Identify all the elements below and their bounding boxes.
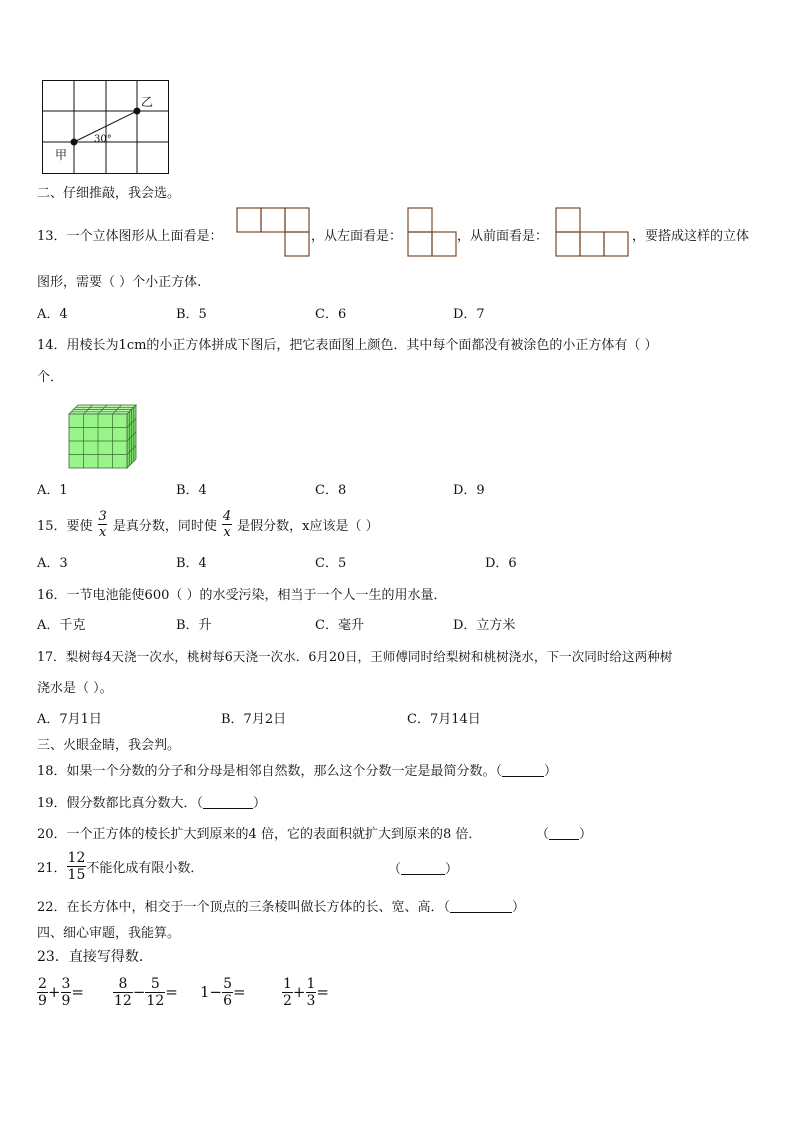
q19-answer-blank[interactable] xyxy=(203,796,253,809)
section-4-title: 四、细心审题，我能算。 xyxy=(37,926,181,941)
q16-text: 16．一节电池能使600（ ）的水受污染，相当于一个人一生的用水量． xyxy=(37,588,447,603)
left-view-figure xyxy=(407,207,457,257)
q13-option-b[interactable]: B．5 xyxy=(176,307,207,322)
q20-end: ） xyxy=(579,827,593,842)
q17-line1: 17．梨树每4天浇一次水，桃树每6天浇一次水．6月20日，王师傅同时给梨树和桃树浇水，下一次同时给这两种树 xyxy=(37,649,673,664)
q21-answer-blank[interactable] xyxy=(401,862,445,875)
e2-eq: = xyxy=(165,983,178,1001)
q23-expr-1 xyxy=(37,972,84,1012)
q15-f1-num: 3 xyxy=(98,508,107,524)
q15-f2-num: 4 xyxy=(222,508,232,524)
direction-grid-figure xyxy=(40,78,172,176)
point-jia xyxy=(71,139,78,146)
q22-text: 22．在长方体中，相交于一个顶点的三条棱叫做长方体的长、宽、高．（ xyxy=(37,900,451,915)
q21-text: 不能化成有限小数． xyxy=(86,860,204,876)
q13-prefix: 13．一个立体图形从上面看是： xyxy=(37,229,223,244)
e3-frac-b: $\frac{5}{6}$ xyxy=(223,975,233,1009)
q23-title: 23．直接写得数． xyxy=(37,949,153,965)
q20-open: （ xyxy=(536,827,550,842)
q14-line2: 个． xyxy=(37,370,64,385)
q21-f-num: 12 xyxy=(67,849,86,866)
label-yi: 乙 xyxy=(141,95,154,109)
section-2-title: 二、仔细推敲，我会选。 xyxy=(37,186,181,201)
q21-end: ） xyxy=(445,862,459,877)
q21-f-den: 15 xyxy=(67,866,86,883)
q15-suffix: 是假分数，x应该是（ ） xyxy=(237,518,379,534)
q14-option-a[interactable]: A．1 xyxy=(37,483,68,498)
e1-frac-a: $\frac{2}{9}$ xyxy=(38,975,47,1009)
e3-lead: 1− xyxy=(200,983,223,1001)
e4-eq: = xyxy=(316,983,329,1001)
q14-option-d[interactable]: D．9 xyxy=(453,483,485,498)
q18-answer-blank[interactable] xyxy=(502,764,544,777)
q13-option-d[interactable]: D．7 xyxy=(453,307,485,322)
e4-op: + xyxy=(292,983,306,1001)
q15-mid: 是真分数，同时使 xyxy=(112,518,217,534)
q16-option-b[interactable]: B．升 xyxy=(176,618,212,633)
point-yi xyxy=(134,108,141,115)
q15-option-a[interactable]: A．3 xyxy=(37,556,68,571)
top-view-figure xyxy=(236,207,310,257)
e1-op: + xyxy=(47,983,61,1001)
q23-expr-3 xyxy=(200,972,246,1012)
e3-eq: = xyxy=(233,983,246,1001)
q16-option-d[interactable]: D．立方米 xyxy=(453,618,516,633)
q19-line xyxy=(37,792,266,811)
q15-line xyxy=(37,509,379,539)
q14-option-b[interactable]: B．4 xyxy=(176,483,207,498)
q13-option-c[interactable]: C．6 xyxy=(315,307,347,322)
section-3-title: 三、火眼金睛，我会判。 xyxy=(37,738,181,753)
q15-option-b[interactable]: B．4 xyxy=(176,556,207,571)
q17-line2: 浇水是（ ）。 xyxy=(37,681,113,696)
cube-figure xyxy=(66,402,138,470)
q17-option-b[interactable]: B．7月2日 xyxy=(221,712,287,727)
q13-mid1: ，从左面看是： xyxy=(311,229,403,244)
q13-mid2: ，从前面看是： xyxy=(457,229,549,244)
q19-end: ） xyxy=(253,796,267,811)
e1-eq: = xyxy=(71,983,84,1001)
e2-op: − xyxy=(132,983,146,1001)
q22-end: ） xyxy=(512,900,526,915)
e4-frac-a: $\frac{1}{2}$ xyxy=(283,975,292,1009)
q21-open: （ xyxy=(388,862,402,877)
q18-line xyxy=(37,760,557,779)
q23-expr-4 xyxy=(282,972,329,1012)
q20-text: 20．一个正方体的棱长扩大到原来的4 倍，它的表面积就扩大到原来的8 倍． xyxy=(37,827,482,842)
q15-prefix: 15．要使 xyxy=(37,518,93,534)
q15-fraction-1 xyxy=(98,510,108,539)
q15-f2-den: x xyxy=(223,524,231,540)
q18-text: 18．如果一个分数的分子和分母是相邻自然数，那么这个分数一定是最简分数。（ xyxy=(37,764,503,779)
q15-option-c[interactable]: C．5 xyxy=(315,556,347,571)
angle-label: 30° xyxy=(94,134,112,145)
q18-end: ） xyxy=(544,764,558,779)
q15-option-d[interactable]: D．6 xyxy=(485,556,517,571)
q15-fraction-2 xyxy=(222,510,232,539)
q21-fraction xyxy=(67,851,87,882)
e1-frac-b: $\frac{3}{9}$ xyxy=(61,975,71,1009)
q21-number: 21． xyxy=(37,860,67,876)
q13-suffix: ，要搭成这样的立体 xyxy=(632,229,750,244)
q14-option-c[interactable]: C．8 xyxy=(315,483,347,498)
q15-f1-den: x xyxy=(99,524,107,540)
q20-answer xyxy=(536,823,592,842)
q17-option-a[interactable]: A．7月1日 xyxy=(37,712,102,727)
e2-frac-b: $\frac{5}{12}$ xyxy=(146,975,165,1009)
q21-answer xyxy=(388,858,458,877)
q19-text: 19．假分数都比真分数大．（ xyxy=(37,796,204,811)
q23-expr-2 xyxy=(113,972,178,1012)
q22-answer-blank[interactable] xyxy=(450,900,512,913)
q21-line xyxy=(37,847,203,885)
e2-frac-a: $\frac{8}{12}$ xyxy=(114,975,132,1009)
q16-option-c[interactable]: C．毫升 xyxy=(315,618,364,633)
q14-line1: 14．用棱长为1cm的小正方体拼成下图后，把它表面图上颜色．其中每个面都没有被涂色的小正方体有（ ） xyxy=(37,338,658,353)
e4-frac-b: $\frac{1}{3}$ xyxy=(306,975,316,1009)
front-view-figure xyxy=(555,207,631,257)
q13-option-a[interactable]: A．4 xyxy=(37,307,68,322)
q17-option-c[interactable]: C．7月14日 xyxy=(407,712,481,727)
label-jia: 甲 xyxy=(55,148,68,162)
q20-answer-blank[interactable] xyxy=(549,827,579,840)
q16-option-a[interactable]: A．千克 xyxy=(37,618,86,633)
q22-line xyxy=(37,896,525,915)
q13-line2: 图形，需要（ ）个小正方体. xyxy=(37,275,202,290)
